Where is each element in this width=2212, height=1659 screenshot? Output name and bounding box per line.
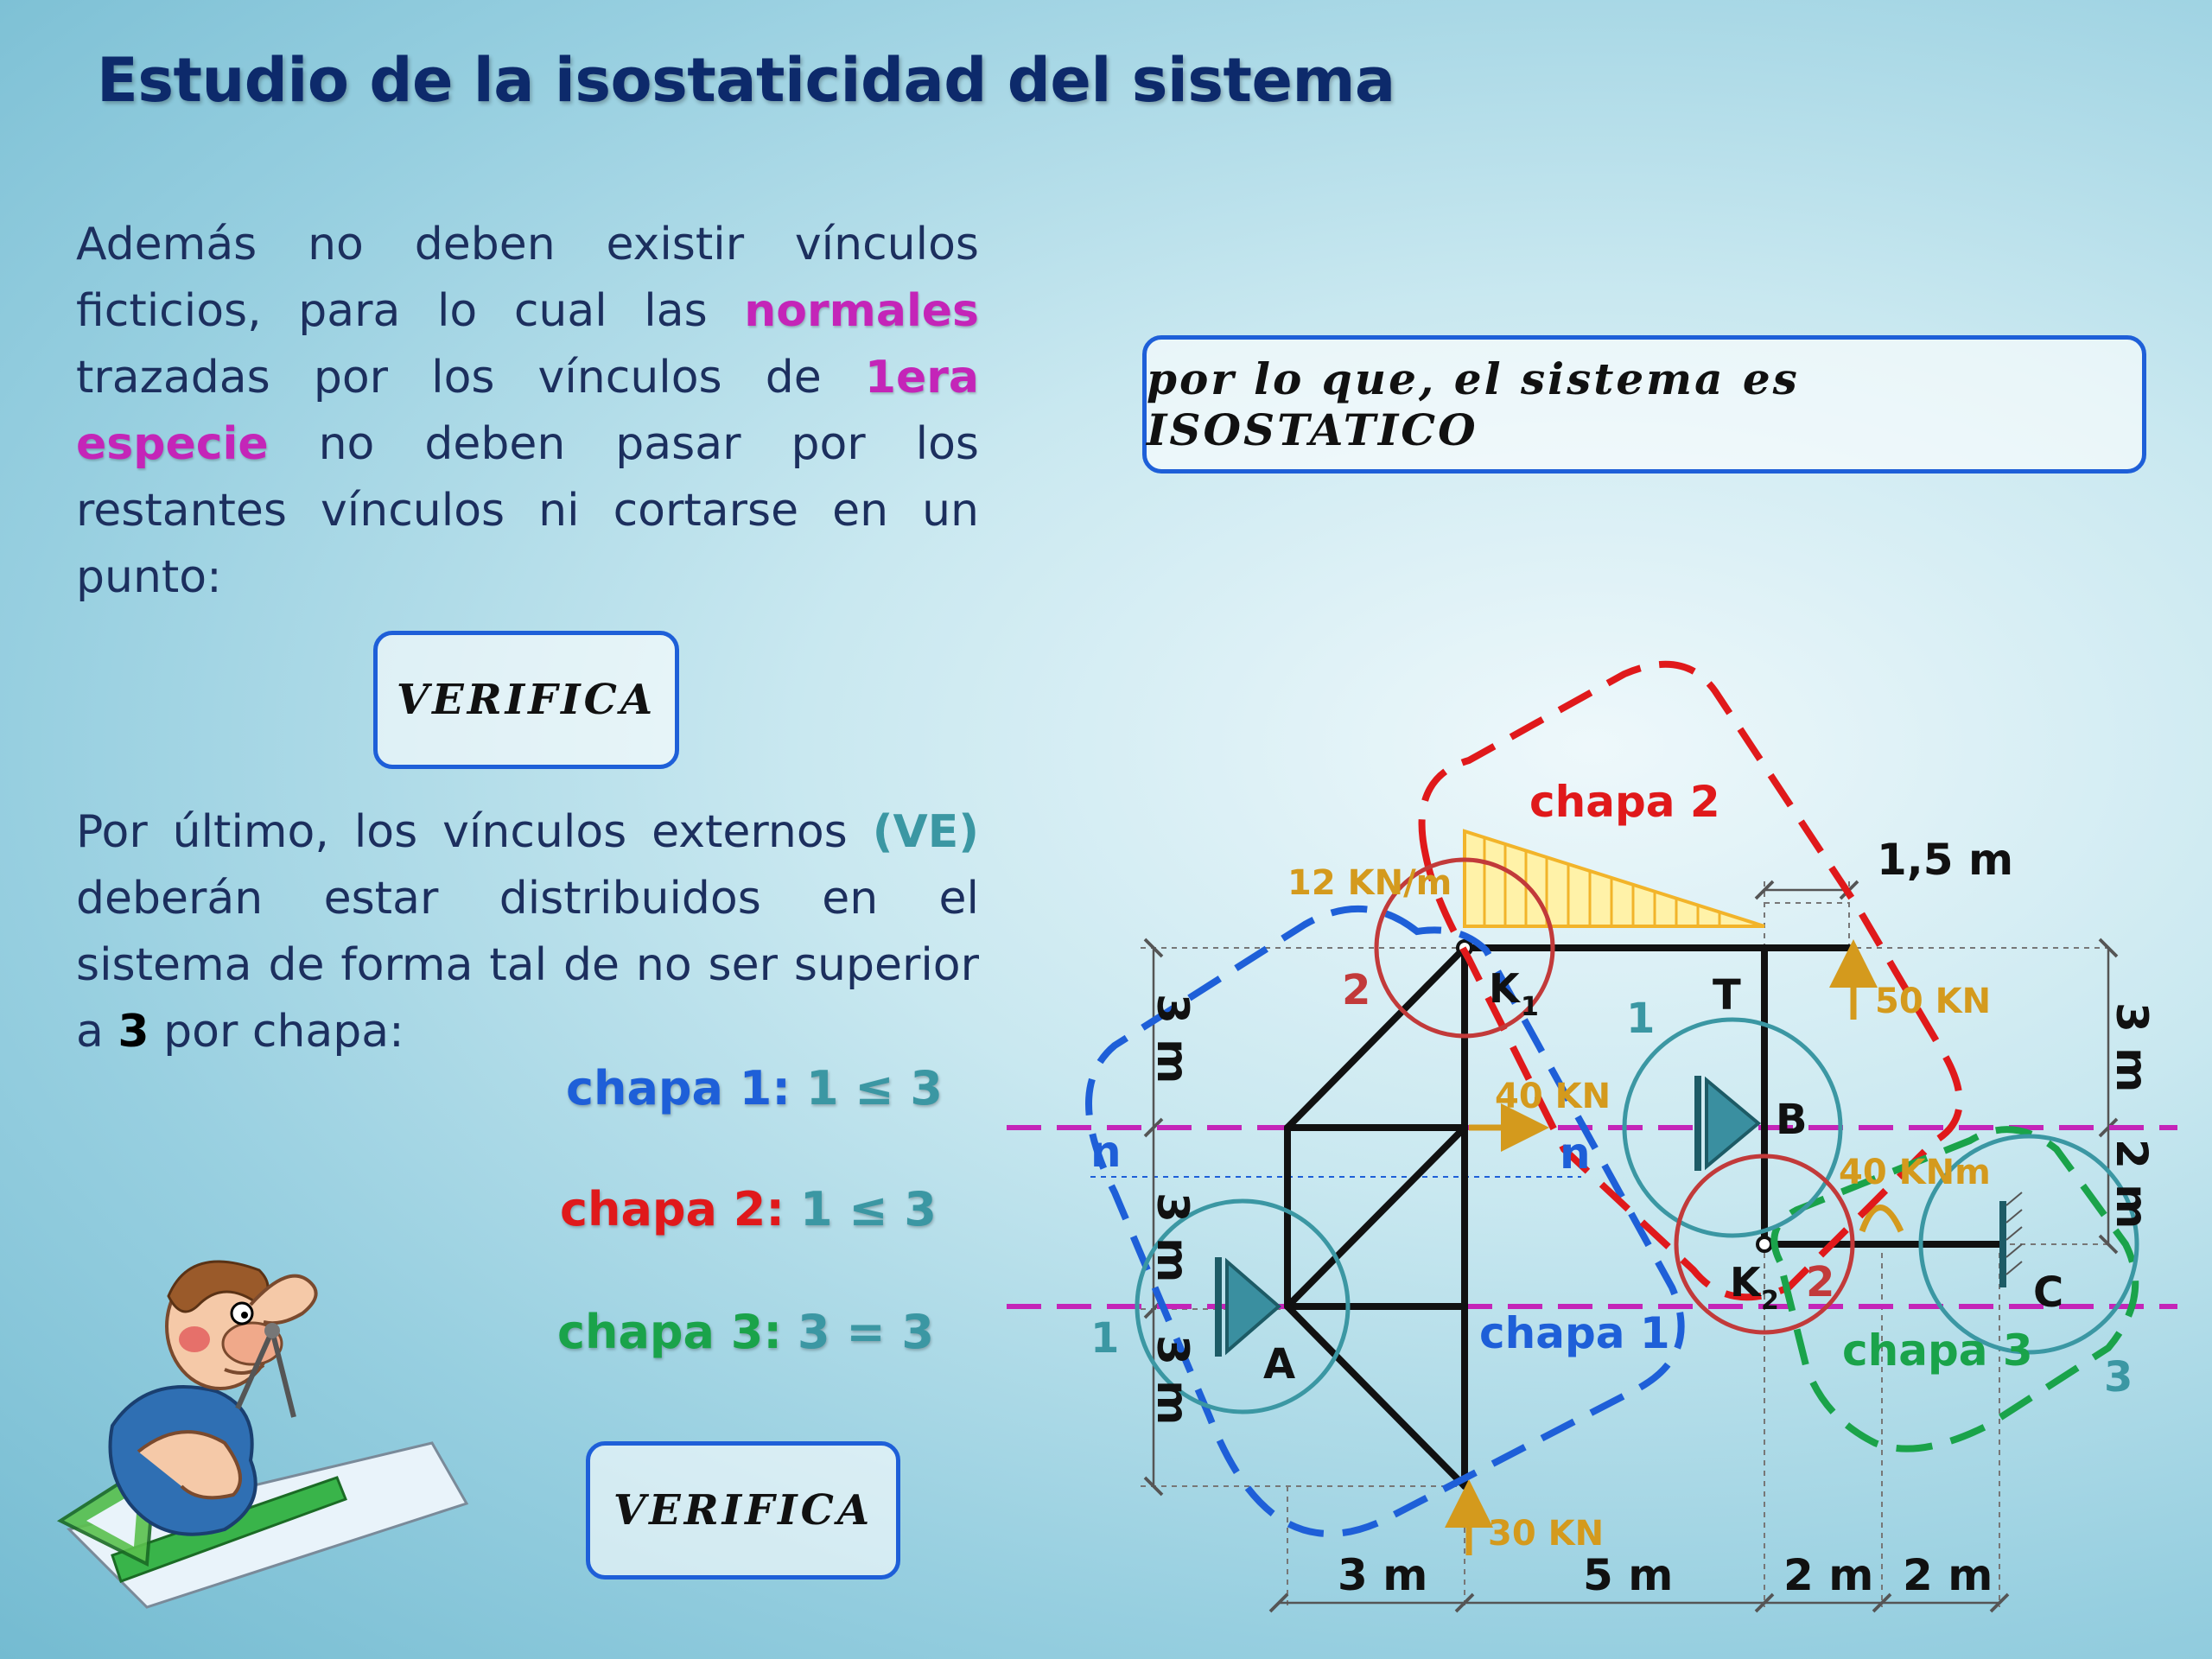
circle-number-k1: 2 <box>1342 966 1371 1014</box>
conclusion-box: por lo que, el sistema es ISOSTATICO <box>1142 335 2146 474</box>
dim-right-2: 2 m <box>2107 1139 2157 1230</box>
label-dist-load: 12 KN/m <box>1287 863 1452 903</box>
dim-right-1: 3 m <box>2107 1002 2157 1093</box>
chapa1-value: 1 ≤ 3 <box>805 1061 943 1116</box>
chapa2-label: chapa 2: <box>560 1182 785 1236</box>
chapa3-value: 3 = 3 <box>797 1305 934 1359</box>
label-50kn: 50 KN <box>1875 982 1992 1021</box>
node-label-k1-sub: 1 <box>1521 992 1539 1022</box>
circle-number-b: 1 <box>1626 995 1656 1043</box>
circle-number-k2: 2 <box>1806 1258 1835 1306</box>
para1-highlight-normales: normales <box>744 285 979 337</box>
para1-highlight-especie: 1era especie <box>76 352 979 470</box>
chapa1-label: chapa 1: <box>566 1061 791 1116</box>
label-40kn: 40 KN <box>1495 1077 1611 1116</box>
para1-text-3: no deben pasar por los restantes vínculos ni cortarse en un punto: <box>76 418 979 603</box>
normal-label-right: n <box>1560 1128 1591 1179</box>
distributed-load <box>1465 831 1764 926</box>
dim-bottom-4: 2 m <box>1903 1550 1993 1600</box>
support-c-fixed <box>2003 1192 2022 1287</box>
para1-text-2: trazadas por los vínculos de <box>76 352 865 404</box>
dim-bottom-3: 2 m <box>1783 1550 1874 1600</box>
dim-bottom-1: 3 m <box>1338 1550 1428 1600</box>
label-40knm: 40 KNm <box>1839 1153 1991 1192</box>
node-label-t: T <box>1713 971 1741 1020</box>
label-chapa1: chapa 1 <box>1479 1308 1670 1358</box>
node-label-k2: K <box>1730 1259 1761 1306</box>
para2-text-1: Por último, los vínculos externos <box>76 806 873 858</box>
label-30kn: 30 KN <box>1488 1514 1605 1554</box>
para2-text-3: por chapa: <box>149 1006 404 1058</box>
page-title: Estudio de la isostaticidad del sistema <box>97 45 1395 116</box>
dim-top: 1,5 m <box>1877 835 2014 885</box>
circle-number-a: 1 <box>1090 1314 1120 1363</box>
node-label-c: C <box>2033 1268 2064 1317</box>
para2-text-2: deberán estar distribuidos en el sistema de forma tal de no ser superior a <box>76 873 979 1058</box>
normal-label-left: n <box>1090 1127 1122 1177</box>
dim-bottom-2: 5 m <box>1583 1550 1674 1600</box>
node-label-b: B <box>1776 1096 1808 1144</box>
label-chapa2: chapa 2 <box>1529 777 1720 827</box>
node-label-k1: K <box>1489 965 1520 1012</box>
chapa2-value: 1 ≤ 3 <box>799 1182 937 1236</box>
para1-text-1: Además no deben existir vínculos ficticios, para lo cual las <box>76 219 979 337</box>
dim-left-2: 3 m <box>1147 1192 1198 1283</box>
verifica-box-1: VERIFICA <box>373 631 679 769</box>
para2-highlight-ve: (VE) <box>872 806 979 858</box>
hinge-k2 <box>1758 1237 1771 1251</box>
label-chapa3: chapa 3 <box>1842 1325 2033 1376</box>
verifica-box-2: VERIFICA <box>586 1441 900 1580</box>
node-label-a: A <box>1263 1340 1296 1389</box>
dim-left-3: 3 m <box>1147 1335 1198 1426</box>
dim-left-1: 3 m <box>1147 994 1198 1084</box>
node-label-k2-sub: 2 <box>1761 1286 1779 1316</box>
circle-number-c: 3 <box>2104 1353 2133 1402</box>
chapa3-label: chapa 3: <box>557 1305 782 1359</box>
para2-highlight-3: 3 <box>118 1006 149 1058</box>
